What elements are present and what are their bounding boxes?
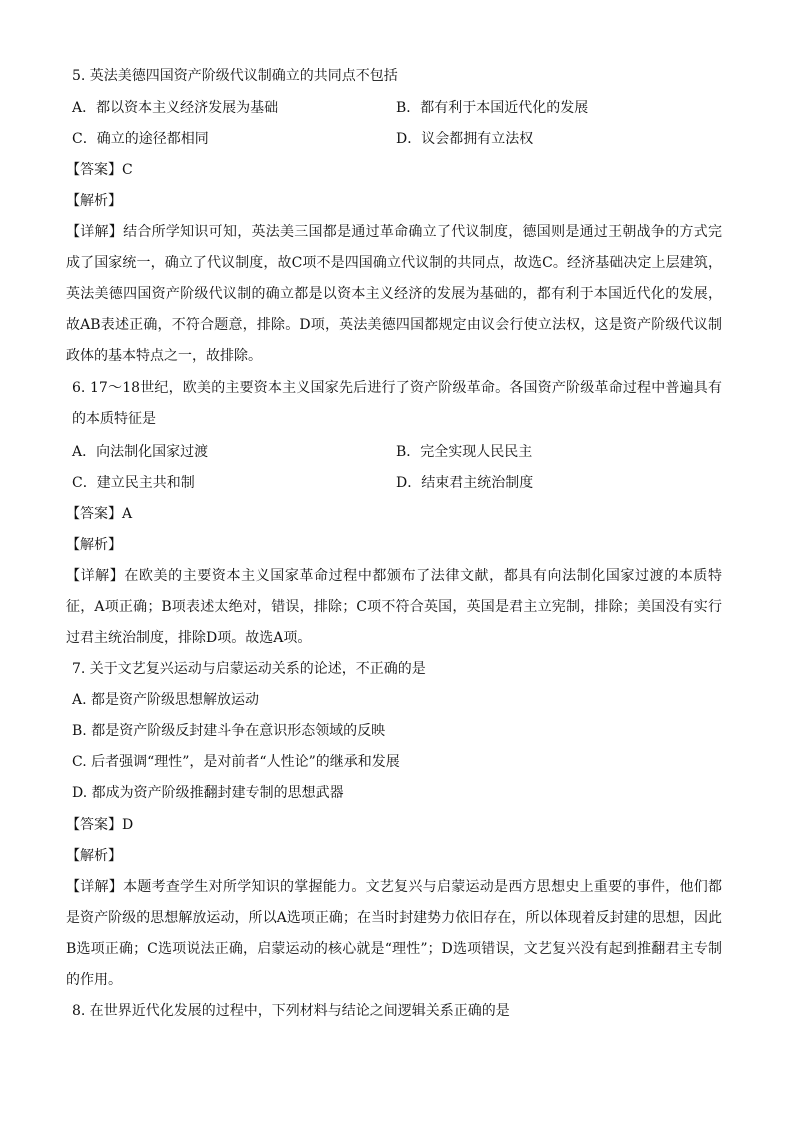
- question-5-answer: 【答案】C: [66, 162, 133, 178]
- detail-label: 【详解】: [66, 224, 124, 240]
- question-7-option-d: D. 都成为资产阶级推翻封建专制的思想武器: [72, 785, 344, 801]
- question-6-option-a: A．向法制化国家过渡: [72, 444, 209, 460]
- question-5-option-b: B．都有利于本国近代化的发展: [396, 100, 589, 116]
- detail-label: 【详解】: [66, 879, 124, 895]
- question-7-option-a: A. 都是资产阶级思想解放运动: [72, 692, 260, 708]
- question-7-detail: [66, 872, 722, 996]
- question-5-option-d: D．议会都拥有立法权: [396, 131, 534, 147]
- detail-text: 本题考查学生对所学知识的掌握能力。文艺复兴与启蒙运动是西方思想史上重要的事件，他们都是资产阶级的思想解放运动，所以A选项正确；在当时封建势力依旧存在，所以体现着反封建的思想，因此B选项正确；C选项说法正确，启蒙运动的核心就是“理性”；D选项错误，文艺复兴没有起到推翻君主专制的作用。: [66, 879, 723, 988]
- detail-label: 【详解】: [66, 568, 125, 584]
- question-7-option-b: B. 都是资产阶级反封建斗争在意识形态领域的反映: [72, 723, 386, 739]
- question-6-analysis-label: 【解析】: [66, 537, 122, 553]
- question-7-answer: 【答案】D: [66, 817, 134, 833]
- question-5-detail: [66, 217, 722, 372]
- question-6-option-c: C．建立民主共和制: [72, 475, 195, 491]
- question-6-option-b: B．完全实现人民民主: [396, 444, 533, 460]
- detail-text: 在欧美的主要资本主义国家革命过程中都颁布了法律文献，都具有向法制化国家过渡的本质特征，A项正确；B项表述太绝对，错误，排除；C项不符合英国，英国是君主立宪制，排除；美国没有实行过君主统治制度，排除D项。故选A项。: [66, 568, 723, 646]
- question-5-stem: 5. 英法美德四国资产阶级代议制确立的共同点不包括: [72, 68, 398, 84]
- question-5-analysis-label: 【解析】: [66, 193, 122, 209]
- question-5-option-c: C．确立的途径都相同: [72, 131, 209, 147]
- question-6-stem: 6. 17～18世纪，欧美的主要资本主义国家先后进行了资产阶级革命。各国资产阶级革命过程中普遍具有的本质特征是: [72, 380, 722, 427]
- question-6-answer: 【答案】A: [66, 506, 133, 522]
- question-7-stem: 7. 关于文艺复兴运动与启蒙运动关系的论述，不正确的是: [72, 661, 426, 677]
- question-7-analysis-label: 【解析】: [66, 848, 122, 864]
- question-6-detail: [66, 561, 722, 654]
- question-5-option-a: A．都以资本主义经济发展为基础: [72, 100, 279, 116]
- question-6-option-d: D．结束君主统治制度: [396, 475, 534, 491]
- detail-text: 结合所学知识可知，英法美三国都是通过革命确立了代议制度，德国则是通过王朝战争的方式完成了国家统一，确立了代议制度，故C项不是四国确立代议制的共同点，故选C。经济基础决定上层建筑，英法美德四国资产阶级代议制的确立都是以资本主义经济的发展为基础的，都有利于本国近代化的发展，故AB表述正确，不符合题意，排除。D项，英法美德四国都规定由议会行使立法权，这是资产阶级代议制政体的基本特点之一，故排除。: [66, 224, 723, 364]
- question-8-stem: 8. 在世界近代化发展的过程中，下列材料与结论之间逻辑关系正确的是: [72, 1003, 510, 1019]
- question-7-option-c: C. 后者强调“理性”，是对前者“人性论”的继承和发展: [72, 754, 400, 770]
